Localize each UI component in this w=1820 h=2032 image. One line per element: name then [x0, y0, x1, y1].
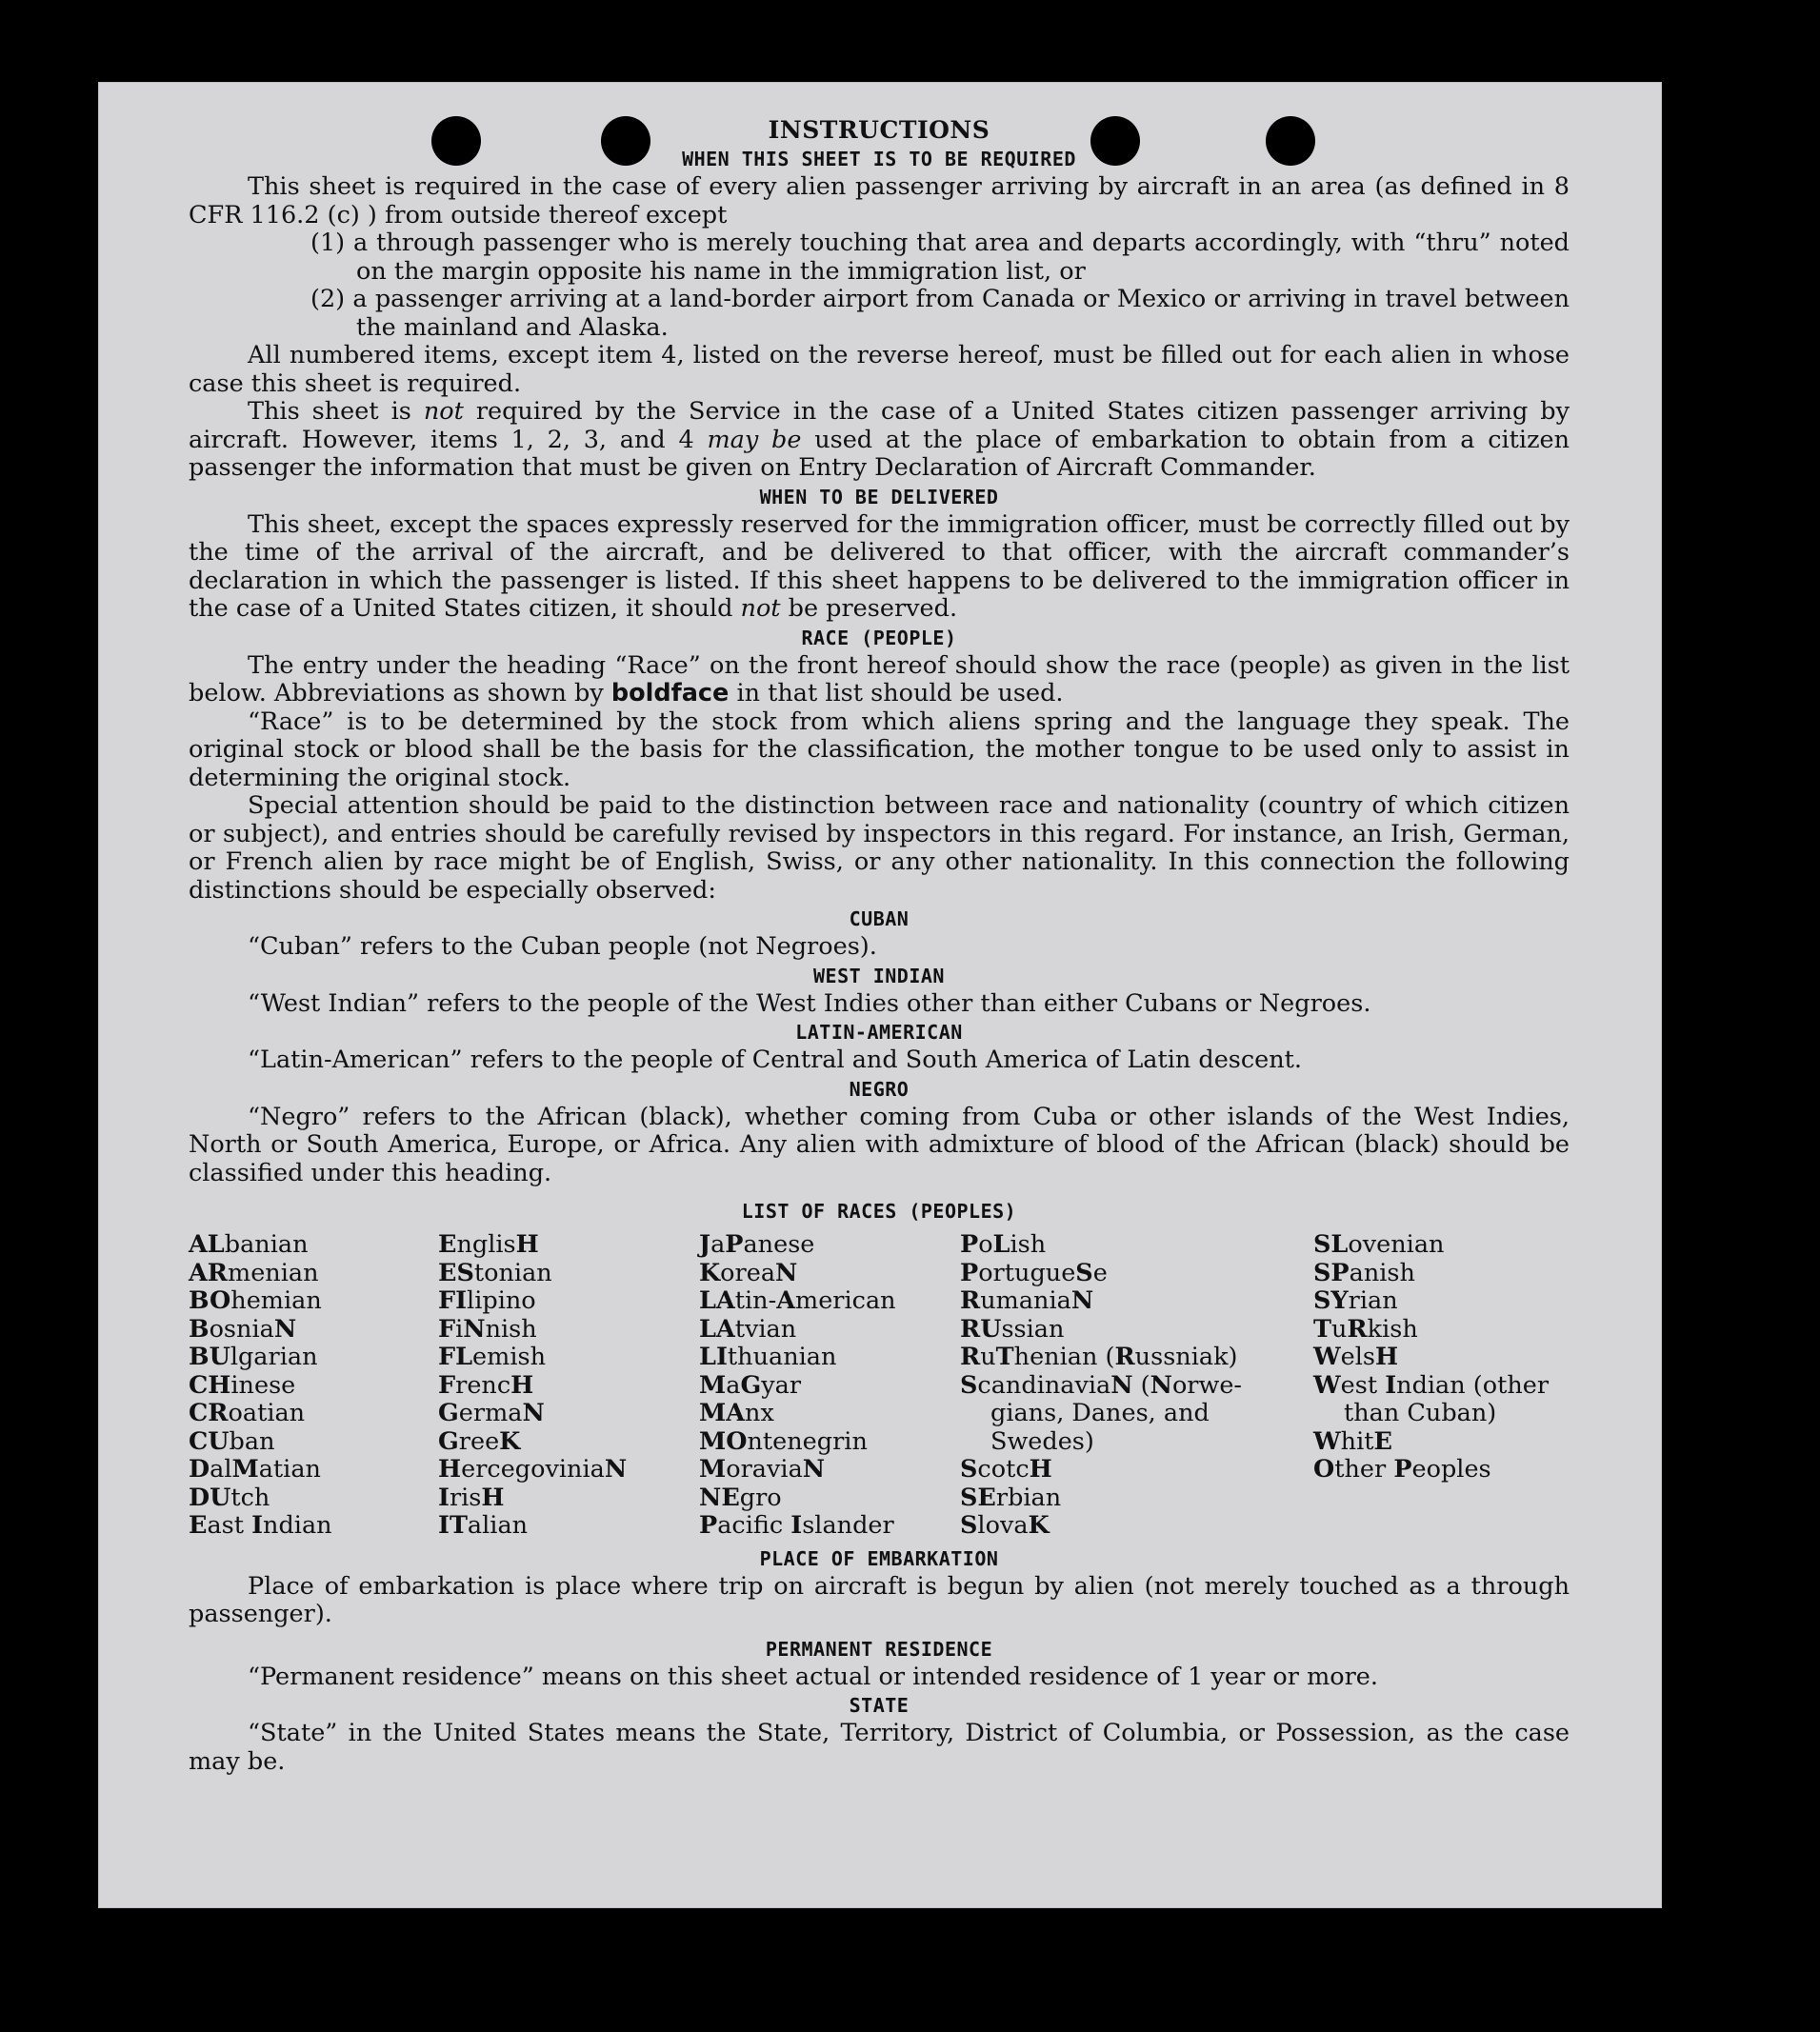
- race-entry: KoreaN: [699, 1258, 798, 1287]
- race-entry: FIlipino: [438, 1286, 536, 1315]
- section-heading-residence: PERMANENT RESIDENCE: [765, 1637, 993, 1661]
- list-item: (2) a passenger arriving at a land-border airport from Canada or Mexico or arriving in travel between the mainland and Alaska.: [310, 285, 1570, 342]
- paragraph: Place of embarkation is place where trip on aircraft is begun by alien (not merely touched as a through passenger).: [189, 1571, 1570, 1628]
- races-list-heading: LIST OF RACES (PEOPLES): [741, 1200, 1017, 1223]
- races-list: [189, 1231, 1570, 1541]
- race-entry: LAtvian: [699, 1314, 797, 1344]
- race-entry: FrencH: [438, 1370, 534, 1400]
- definition-heading: NEGRO: [849, 1077, 910, 1101]
- race-entry: DUtch: [189, 1483, 270, 1512]
- definition-heading: CUBAN: [849, 907, 910, 930]
- section-heading-delivered: WHEN TO BE DELIVERED: [759, 485, 999, 508]
- paragraph: This sheet is required in the case of every alien passenger arriving by aircraft in an area (as defined in 8 CFR 116.2 (c) ) from outside thereof except: [189, 172, 1570, 229]
- race-entry: Pacifc Islander: [699, 1511, 894, 1540]
- definition-heading: LATIN-AMERICAN: [795, 1021, 963, 1044]
- paragraph: All numbered items, except item 4, listed on the reverse hereof, must be filled out for each alien in whose case this sheet is required.: [189, 341, 1570, 398]
- definition-text: “West Indian” refers to the people of the West Indies other than either Cubans or Negroes.: [248, 988, 1371, 1018]
- races-column: [699, 1231, 960, 1541]
- race-entry: IrisH: [438, 1483, 505, 1512]
- races-column: [189, 1231, 438, 1541]
- race-entry: MOntenegrin: [699, 1426, 868, 1456]
- race-entry: TuRkish: [1313, 1314, 1418, 1344]
- race-entry: GermaN: [438, 1399, 545, 1427]
- race-entry: ScandinaviaN (Norwe-: [960, 1370, 1243, 1400]
- paragraph: “State” in the United States means the State, Territory, District of Columbia, or Possession, as the case may be.: [189, 1719, 1570, 1776]
- race-entry: WelsH: [1313, 1343, 1399, 1371]
- section-heading-required: WHEN THIS SHEET IS TO BE REQUIRED: [682, 148, 1076, 170]
- race-entry: HercegoviniaN: [438, 1455, 628, 1484]
- race-entry: FLemish: [438, 1343, 547, 1371]
- page-title: INSTRUCTIONS: [768, 116, 990, 144]
- race-entry: MoraviaN: [699, 1455, 826, 1484]
- paragraph: The entry under the heading “Race” on the front hereof should show the race (people) as given in the list below. Abbreviations as shown by boldface in that list should be used.: [189, 650, 1570, 707]
- race-entry: PortugueSe: [960, 1258, 1108, 1287]
- race-entry: SPanish: [1313, 1258, 1415, 1287]
- instruction-sheet: [98, 82, 1662, 1908]
- race-entry: SYrian: [1313, 1286, 1398, 1315]
- definition-text: “Latin-American” refers to the people of Central and South America of Latin descent.: [248, 1046, 1303, 1074]
- paragraph: “Permanent residence” means on this sheet actual or intended residence of 1 year or more.: [248, 1662, 1378, 1691]
- definition-text: “Negro” refers to the African (black), whether coming from Cuba or other islands of the West Indies, North or South America, Europe, or Africa. Any alien with admixture of blood of the African (black) should be classified under this heading.: [189, 1102, 1570, 1187]
- race-entry: SErbian: [960, 1483, 1062, 1512]
- races-column: [1313, 1231, 1570, 1541]
- race-entry: LIthuanian: [699, 1343, 837, 1371]
- race-entry: NEgro: [699, 1483, 782, 1512]
- race-entry: JaPanese: [699, 1230, 815, 1259]
- torn-top-edge: [98, 74, 1662, 112]
- document-body: [189, 116, 1570, 1776]
- race-entry: LAtin-American: [699, 1286, 896, 1315]
- race-entry: Other Peoples: [1313, 1455, 1491, 1484]
- definition-text: “Cuban” refers to the Cuban people (not Negroes).: [248, 932, 877, 961]
- race-entry: SlovaK: [960, 1511, 1050, 1540]
- section-heading-embarkation: PLACE OF EMBARKATION: [759, 1546, 999, 1570]
- races-column: [960, 1231, 1313, 1541]
- race-entry: West Indian (other: [1313, 1370, 1550, 1400]
- race-entry: RuThenian (Russniak): [960, 1343, 1238, 1371]
- race-entry: PoLish: [960, 1230, 1047, 1259]
- race-entry: RumaniaN: [960, 1286, 1094, 1315]
- race-entry: EnglisH: [438, 1230, 539, 1259]
- paragraph: This sheet is not required by the Service in the case of a United States citizen passenger arriving by aircraft. However, items 1, 2, 3, and 4 may be used at the place of embarkation to obtain from a citizen passenger the information that must be given on Entry Declaration of Aircraft Commander.: [189, 397, 1570, 482]
- race-entry: GreeK: [438, 1426, 521, 1456]
- race-entry: ITalian: [438, 1511, 529, 1540]
- race-entry: East Indian: [189, 1511, 332, 1540]
- paragraph: “Race” is to be determined by the stock from which aliens spring and the language they speak. The original stock or blood shall be the basis for the classification, the mother tongue to be used only to assist in determining the original stock.: [189, 707, 1570, 792]
- race-entry: MaGyar: [699, 1370, 802, 1400]
- race-entry: than Cuban): [1344, 1399, 1497, 1427]
- race-entry: Swedes): [990, 1426, 1094, 1456]
- race-entry: ARmenian: [189, 1258, 319, 1287]
- race-entry: BUlgarian: [189, 1343, 318, 1371]
- race-entry: CRoatian: [189, 1399, 306, 1427]
- race-entry: SLovenian: [1313, 1230, 1445, 1259]
- paragraph: This sheet, except the spaces expressly reserved for the immigration officer, must be correctly filled out by the time of the arrival of the aircraft, and be delivered to that officer, with the aircraft commander’s declaration in which the passenger is listed. If this sheet happens to be delivered to the immigration officer in the case of a United States citizen, it should not be preserved.: [189, 509, 1570, 623]
- race-entry: MAnx: [699, 1399, 774, 1427]
- race-entry: BOhemian: [189, 1286, 322, 1315]
- race-entry: BosniaN: [189, 1314, 297, 1344]
- race-entry: DalMatian: [189, 1455, 321, 1484]
- races-column: [438, 1231, 699, 1541]
- section-heading-race: RACE (PEOPLE): [801, 626, 957, 649]
- race-entry: gians, Danes, and: [990, 1399, 1210, 1427]
- race-entry: ScotcH: [960, 1455, 1052, 1484]
- paragraph: Special attention should be paid to the distinction between race and nationality (country of which citizen or subject), and entries should be carefully revised by inspectors in this regard. For instance, an Irish, German, or French alien by race might be of English, Swiss, or any other nationality. In this connection the following distinctions should be especially observed:: [189, 791, 1570, 905]
- section-heading-state: STATE: [849, 1694, 910, 1717]
- race-entry: FiNnish: [438, 1314, 537, 1344]
- race-entry: WhitE: [1313, 1426, 1392, 1456]
- race-entry: RUssian: [960, 1314, 1065, 1344]
- race-entry: EStonian: [438, 1258, 552, 1287]
- list-item: (1) a through passenger who is merely touching that area and departs accordingly, with “thru” noted on the margin opposite his name in the immigration list, or: [310, 229, 1570, 286]
- definition-heading: WEST INDIAN: [813, 964, 945, 987]
- race-entry: ALbanian: [189, 1230, 309, 1259]
- race-entry: CHinese: [189, 1370, 296, 1400]
- race-entry: CUban: [189, 1426, 275, 1456]
